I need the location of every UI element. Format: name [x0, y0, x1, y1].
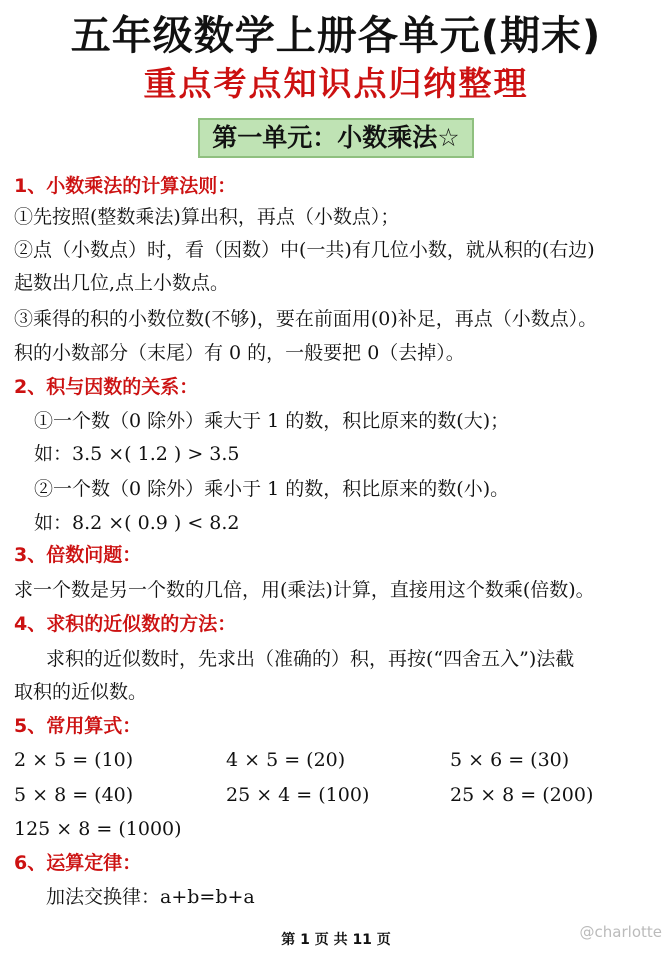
- section-4-line: 取积的近似数。: [14, 681, 148, 703]
- section-1-line: ①先按照(整数乘法)算出积，再点（小数点）；: [14, 206, 400, 228]
- formula: 125 × 8 = (1000): [14, 818, 182, 840]
- page-number: 第 1 页 共 11 页: [281, 932, 391, 948]
- section-3-line: 求一个数是另一个数的几倍，用(乘法)计算，直接用这个数乘(倍数)。: [14, 579, 595, 601]
- section-1-line: 起数出几位,点上小数点。: [14, 272, 230, 294]
- formula: 4 × 5 = (20): [226, 749, 346, 771]
- section-2-example: 如：8.2 ×( 0.9 ) < 8.2: [34, 512, 240, 534]
- section-6-heading: 6、运算定律：: [14, 852, 142, 874]
- unit-banner-wrap: [0, 118, 672, 158]
- section-2-heading: 2、积与因数的关系：: [14, 376, 199, 398]
- section-2-line: ①一个数（0 除外）乘大于 1 的数，积比原来的数(大)；: [34, 410, 510, 432]
- section-1-line: ②点（小数点）时，看（因数）中(一共)有几位小数，就从积的(右边): [14, 239, 595, 261]
- watermark: @charlotte: [579, 923, 662, 941]
- section-1-line: ③乘得的积的小数位数(不够)，要在前面用(0)补足，再点（小数点）。: [14, 308, 598, 330]
- section-2-line: ②一个数（0 除外）乘小于 1 的数，积比原来的数(小)。: [34, 478, 510, 500]
- section-1-line: 积的小数部分（末尾）有 0 的，一般要把 0（去掉）。: [14, 342, 465, 364]
- section-4-heading: 4、求积的近似数的方法：: [14, 613, 237, 635]
- formula: 2 × 5 = (10): [14, 749, 134, 771]
- formula: 25 × 4 = (100): [226, 784, 370, 806]
- document-title: 五年级数学上册各单元(期末): [70, 13, 602, 59]
- section-5-heading: 5、常用算式：: [14, 715, 142, 737]
- formula: 5 × 8 = (40): [14, 784, 134, 806]
- document-subtitle: 重点考点知识点归纳整理: [143, 64, 529, 103]
- section-3-heading: 3、倍数问题：: [14, 544, 142, 566]
- section-2-example: 如：3.5 ×( 1.2 ) > 3.5: [34, 443, 240, 465]
- formula: 5 × 6 = (30): [450, 749, 570, 771]
- section-4-line: 求积的近似数时，先求出（准确的）积，再按(“四舍五入”)法截: [46, 648, 575, 670]
- section-1-heading: 1、小数乘法的计算法则：: [14, 175, 237, 197]
- formula: 25 × 8 = (200): [450, 784, 594, 806]
- section-6-line: 加法交换律：a+b=b+a: [46, 886, 255, 908]
- unit-banner: 第一单元：小数乘法☆: [198, 118, 473, 158]
